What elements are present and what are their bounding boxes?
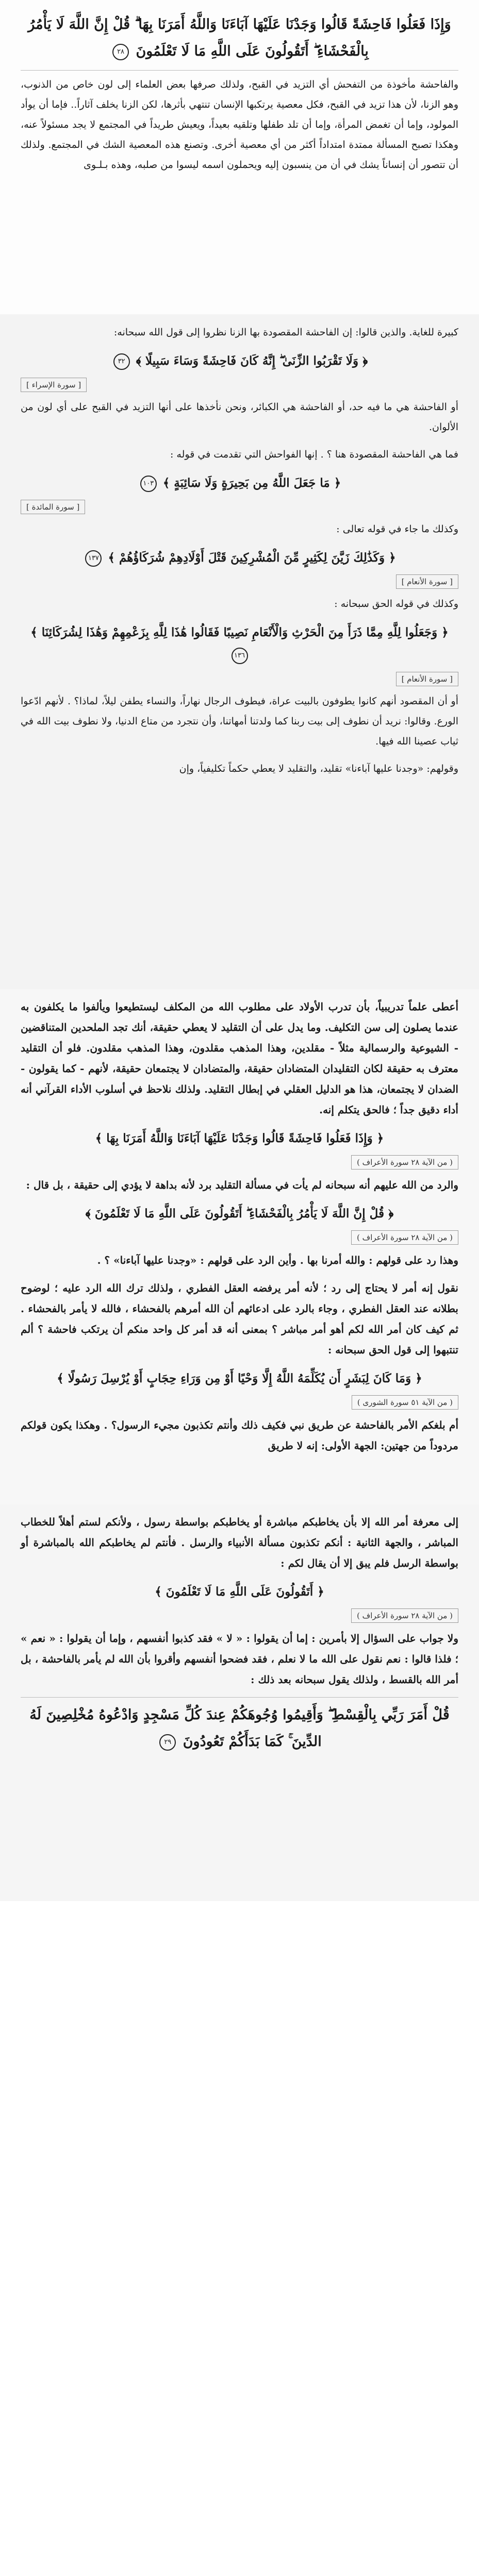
divider [21,70,458,71]
paragraph: وكذلك ما جاء في قوله تعالى : [336,523,458,535]
paragraph: أم بلغكم الأمر بالفاحشة عن طريق نبي فكيف ذلك وأنتم تكذبون مجيء الرسول؟ . وهكذا يكون قولكم مردوداً من جهتين: الجهة الأولى: إنه لا طريق [21,1419,458,1452]
paragraph: إلى معرفة أمر الله إلا بأن يخاطبكم مباشرة أو يخاطبكم بواسطة رسول ، ولأنكم لستم أهلاً للخطاب المباشر ، والجهة الثانية : أنكم تكذبون مسألة الأنبياء والرسل . فأنتم لم يخاطبكم الله بالمباشرة أو بواسطة الرسل فلم يبق إلا أن يقال لكم : [21,1516,458,1569]
paragraph: ولا جواب على السؤال إلا بأمرين : إما أن يقولوا : « لا » فقد كذبوا أنفسهم ، وإما أن يقولوا : « نعم » ؛ فلذا قالوا : نعم نقول على الله ما لا نعلم ، فقد فضحوا أنفسهم وأقروا بأن الله لم يأمر بالفاحشة ، بل أمر الله بالقسط ، ولذلك يقول سبحانه بعد ذلك : [21,1632,458,1686]
ayah-number-marker: ٢٨ [112,44,129,60]
verse-text: ﴿ وَكَذَٰلِكَ زَيَّنَ لِكَثِيرٍ مِّنَ الْمُشْرِكِينَ قَتْلَ أَوْلَادِهِمْ شُرَكَاؤُهُمْ ﴾ [108,551,396,565]
ayah-number-marker: ١٠٣ [140,476,157,492]
paragraph: أو أن المقصود أنهم كانوا يطوفون بالبيت عراة، فيطوف الرجال نهاراً، والنساء يطفن ليلاً، لماذا؟ . لأنهم ادّعوا الورع. وقالوا: نريد أن نطوف إلى بيت ربنا كما ولدتنا أمهاتنا، وأن نتجرد من متاع الدنيا، ولا نطوف بيت الله في ثياب عصينا الله فيها. [21,696,458,747]
quran-verse-header [21,11,458,65]
quran-verse [21,621,458,667]
page-section-2 [0,314,479,989]
paragraph: والرد من الله عليهم أنه سبحانه لم يأت في مسألة التقليد برد لأنه بداهة لا يؤدي إلى حقيقة ، بل قال : [26,1179,458,1191]
verse-text: وَإِذَا فَعَلُوا فَاحِشَةً قَالُوا وَجَدْنَا عَلَيْهَا آبَاءَنَا وَاللَّهُ أَمَرَنَا بِهَا ۗ قُلْ إِنَّ اللَّهَ لَا يَأْمُرُ بِالْفَحْشَاءِ ۖ أَتَقُولُونَ عَلَى اللَّهِ مَا لَا تَعْلَمُونَ [28,16,451,59]
page-section-1 [0,0,479,314]
verse-text: ﴿ وَجَعَلُوا لِلَّهِ مِمَّا ذَرَأَ مِنَ الْحَرْثِ وَالْأَنْعَامِ نَصِيبًا فَقَالُوا هَٰذَا لِلَّهِ بِزَعْمِهِمْ وَهَٰذَا لِشُرَكَائِنَا ﴾ [30,625,449,639]
surah-reference: ( من الآية ٢٨ سورة الأعراف ) [351,1230,458,1245]
page-section-3 [0,989,479,1504]
divider [21,1697,458,1698]
surah-reference: [ سورة الأنعام ] [396,574,458,589]
paragraph: وكذلك في قوله الحق سبحانه : [334,598,458,609]
surah-reference: ( من الآية ٢٨ سورة الأعراف ) [351,1608,458,1623]
ayah-number-marker: ٣٢ [113,353,130,370]
paragraph: وقولهم: «وجدنا عليها آباءنا» تقليد، والتقليد لا يعطي حكماً تكليفياً، وإن [179,763,458,774]
verse-text: قُلْ أَمَرَ رَبِّي بِالْقِسْطِ ۖ وَأَقِيمُوا وُجُوهَكُمْ عِندَ كُلِّ مَسْجِدٍ وَادْعُوهُ مُخْلِصِينَ لَهُ الدِّينَ ۚ كَمَا بَدَأَكُمْ تَعُودُونَ [29,1707,450,1750]
quran-verse [21,472,458,495]
surah-reference: [ سورة الإسراء ] [21,378,87,392]
verse-text: ﴿ وَلَا تَقْرَبُوا الزِّنَىٰ ۖ إِنَّهُ كَانَ فَاحِشَةً وَسَاءَ سَبِيلًا ﴾ [136,354,368,368]
surah-reference: ( من الآية ٥١ سورة الشورى ) [352,1395,458,1410]
ayah-number-marker: ١٣٧ [85,550,102,567]
ayah-number-marker: ١٣٦ [232,648,248,664]
quran-verse: ﴿ وَإِذَا فَعَلُوا فَاحِشَةً قَالُوا وَجَدْنَا عَلَيْهَا آبَاءَنَا وَاللَّهُ أَمَرَنَا بِهَا ﴾ [95,1131,384,1145]
blank-scan-area [0,1901,479,2576]
quran-verse [21,350,458,372]
paragraph: أعطى علماً تدريبياً، بأن تدرب الأولاد على مطلوب الله من المكلف ليستطيعوا ويألفوا ما يكلفون به عندما يصلون إلى سن التكليف. وما يدل على أن التقليد لا يعطي حقيقة، أنك تجد الملحدين المتناقضين - الشيوعية والرسمالية مثلاً - مقلدين، وهذا المذهب مقلدون، وهذا المذهب مقلدون. فلو أن التقليد معترف به حقيقة لكان التقليدان المتضادان حقيقة، والمتضادان لا يجتمعان حقيقة، لأنهم - كما يقولون - الضدان لا يجتمعان، هذا هو الدليل العقلي في إبطال التقليد. ولذلك نلاحظ في أسلوب الأداء القرآني أنه أداء دقيق جداً ؛ فالحق يتكلم إنه. [21,1001,458,1116]
paragraph: والفاحشة مأخوذة من التفحش أي التزيد في القبح، ولذلك صرفها بعض العلماء إلى لون خاص من الذنوب، وهو الزنا، لأن هذا تزيد في القبح، فكل معصية يرتكبها الإنسان تنتهي بأثرها، لكن الزنا يخلف آثاراً.. فإما أن يوأد المولود، وإما أن تغمض المرأة، وإما أن تلد طفلها وتلقيه بعيداً، ويعيش طريداً في المجتمع لا يجد مسئولاً عنه، وهكذا تصبح المسألة ممتدة امتداداً أكثر من أي معصية أخرى. وتصنع هذه المعصية الشك في المجتمع. ولذلك أن تتصور أن إنساناً يشك في أن من ينسبون إليه ويحملون اسمه ليسوا من صلبه، وهذه بـلـوى [21,79,458,171]
quran-verse [21,547,458,569]
paragraph: فما هي الفاحشة المقصودة هنا ؟ . إنها الفواحش التي تقدمت في قوله : [170,449,458,460]
quran-verse: ﴿ وَمَا كَانَ لِبَشَرٍ أَن يُكَلِّمَهُ اللَّهُ إِلَّا وَحْيًا أَوْ مِن وَرَاءِ حِجَابٍ أَوْ يُرْسِلَ رَسُولًا ﴾ [57,1371,422,1385]
surah-reference: ( من الآية ٢٨ سورة الأعراف ) [351,1155,458,1170]
ayah-number-marker: ٢٩ [159,1734,176,1751]
quran-verse-footer [21,1702,458,1755]
quran-verse: ﴿ أَتَقُولُونَ عَلَى اللَّهِ مَا لَا تَعْلَمُونَ ﴾ [155,1585,324,1599]
surah-reference: [ سورة الأنعام ] [396,672,458,686]
surah-reference: [ سورة المائدة ] [21,500,85,514]
page-section-4 [0,1504,479,1901]
paragraph: كبيرة للغاية. والذين قالوا: إن الفاحشة المقصودة بها الزنا نظروا إلى قول الله سبحانه: [113,327,458,338]
quran-verse: ﴿ قُلْ إِنَّ اللَّهَ لَا يَأْمُرُ بِالْفَحْشَاءِ ۖ أَتَقُولُونَ عَلَى اللَّهِ مَا لَا تَعْلَمُونَ ﴾ [85,1207,394,1221]
paragraph: نقول إنه أمر لا يحتاج إلى رد ؛ لأنه أمر يرفضه العقل الفطري ، ولذلك ترك الله الرد عليه ؛ لوضوح بطلانه عند العقل الفطري ، وجاء بالرد على ادعائهم أن الله أمرهم بالفحشاء ، فالله لا يأمر بالفحشاء . ثم كيف كان أمر الله لكم أهو أمر مباشر ؟ بمعنى أنه قد أمر كل واحد منكم أن يرتكب فاحشة ؟ ألم تنتبهوا إلى قول الحق سبحانه : [21,1282,458,1356]
paragraph: وهذا رد على قولهم : والله أمرنا بها . وأين الرد على قولهم : «وجدنا عليها آباءنا» ؟ . [97,1254,458,1266]
paragraph: أو الفاحشة هي ما فيه حد، أو الفاحشة هي الكبائر، ونحن نأخذها على أنها التزيد في القبح على أي لون من الألوان. [21,401,458,433]
verse-text: ﴿ مَا جَعَلَ اللَّهُ مِن بَحِيرَةٍ وَلَا سَائِبَةٍ ﴾ [162,476,341,490]
